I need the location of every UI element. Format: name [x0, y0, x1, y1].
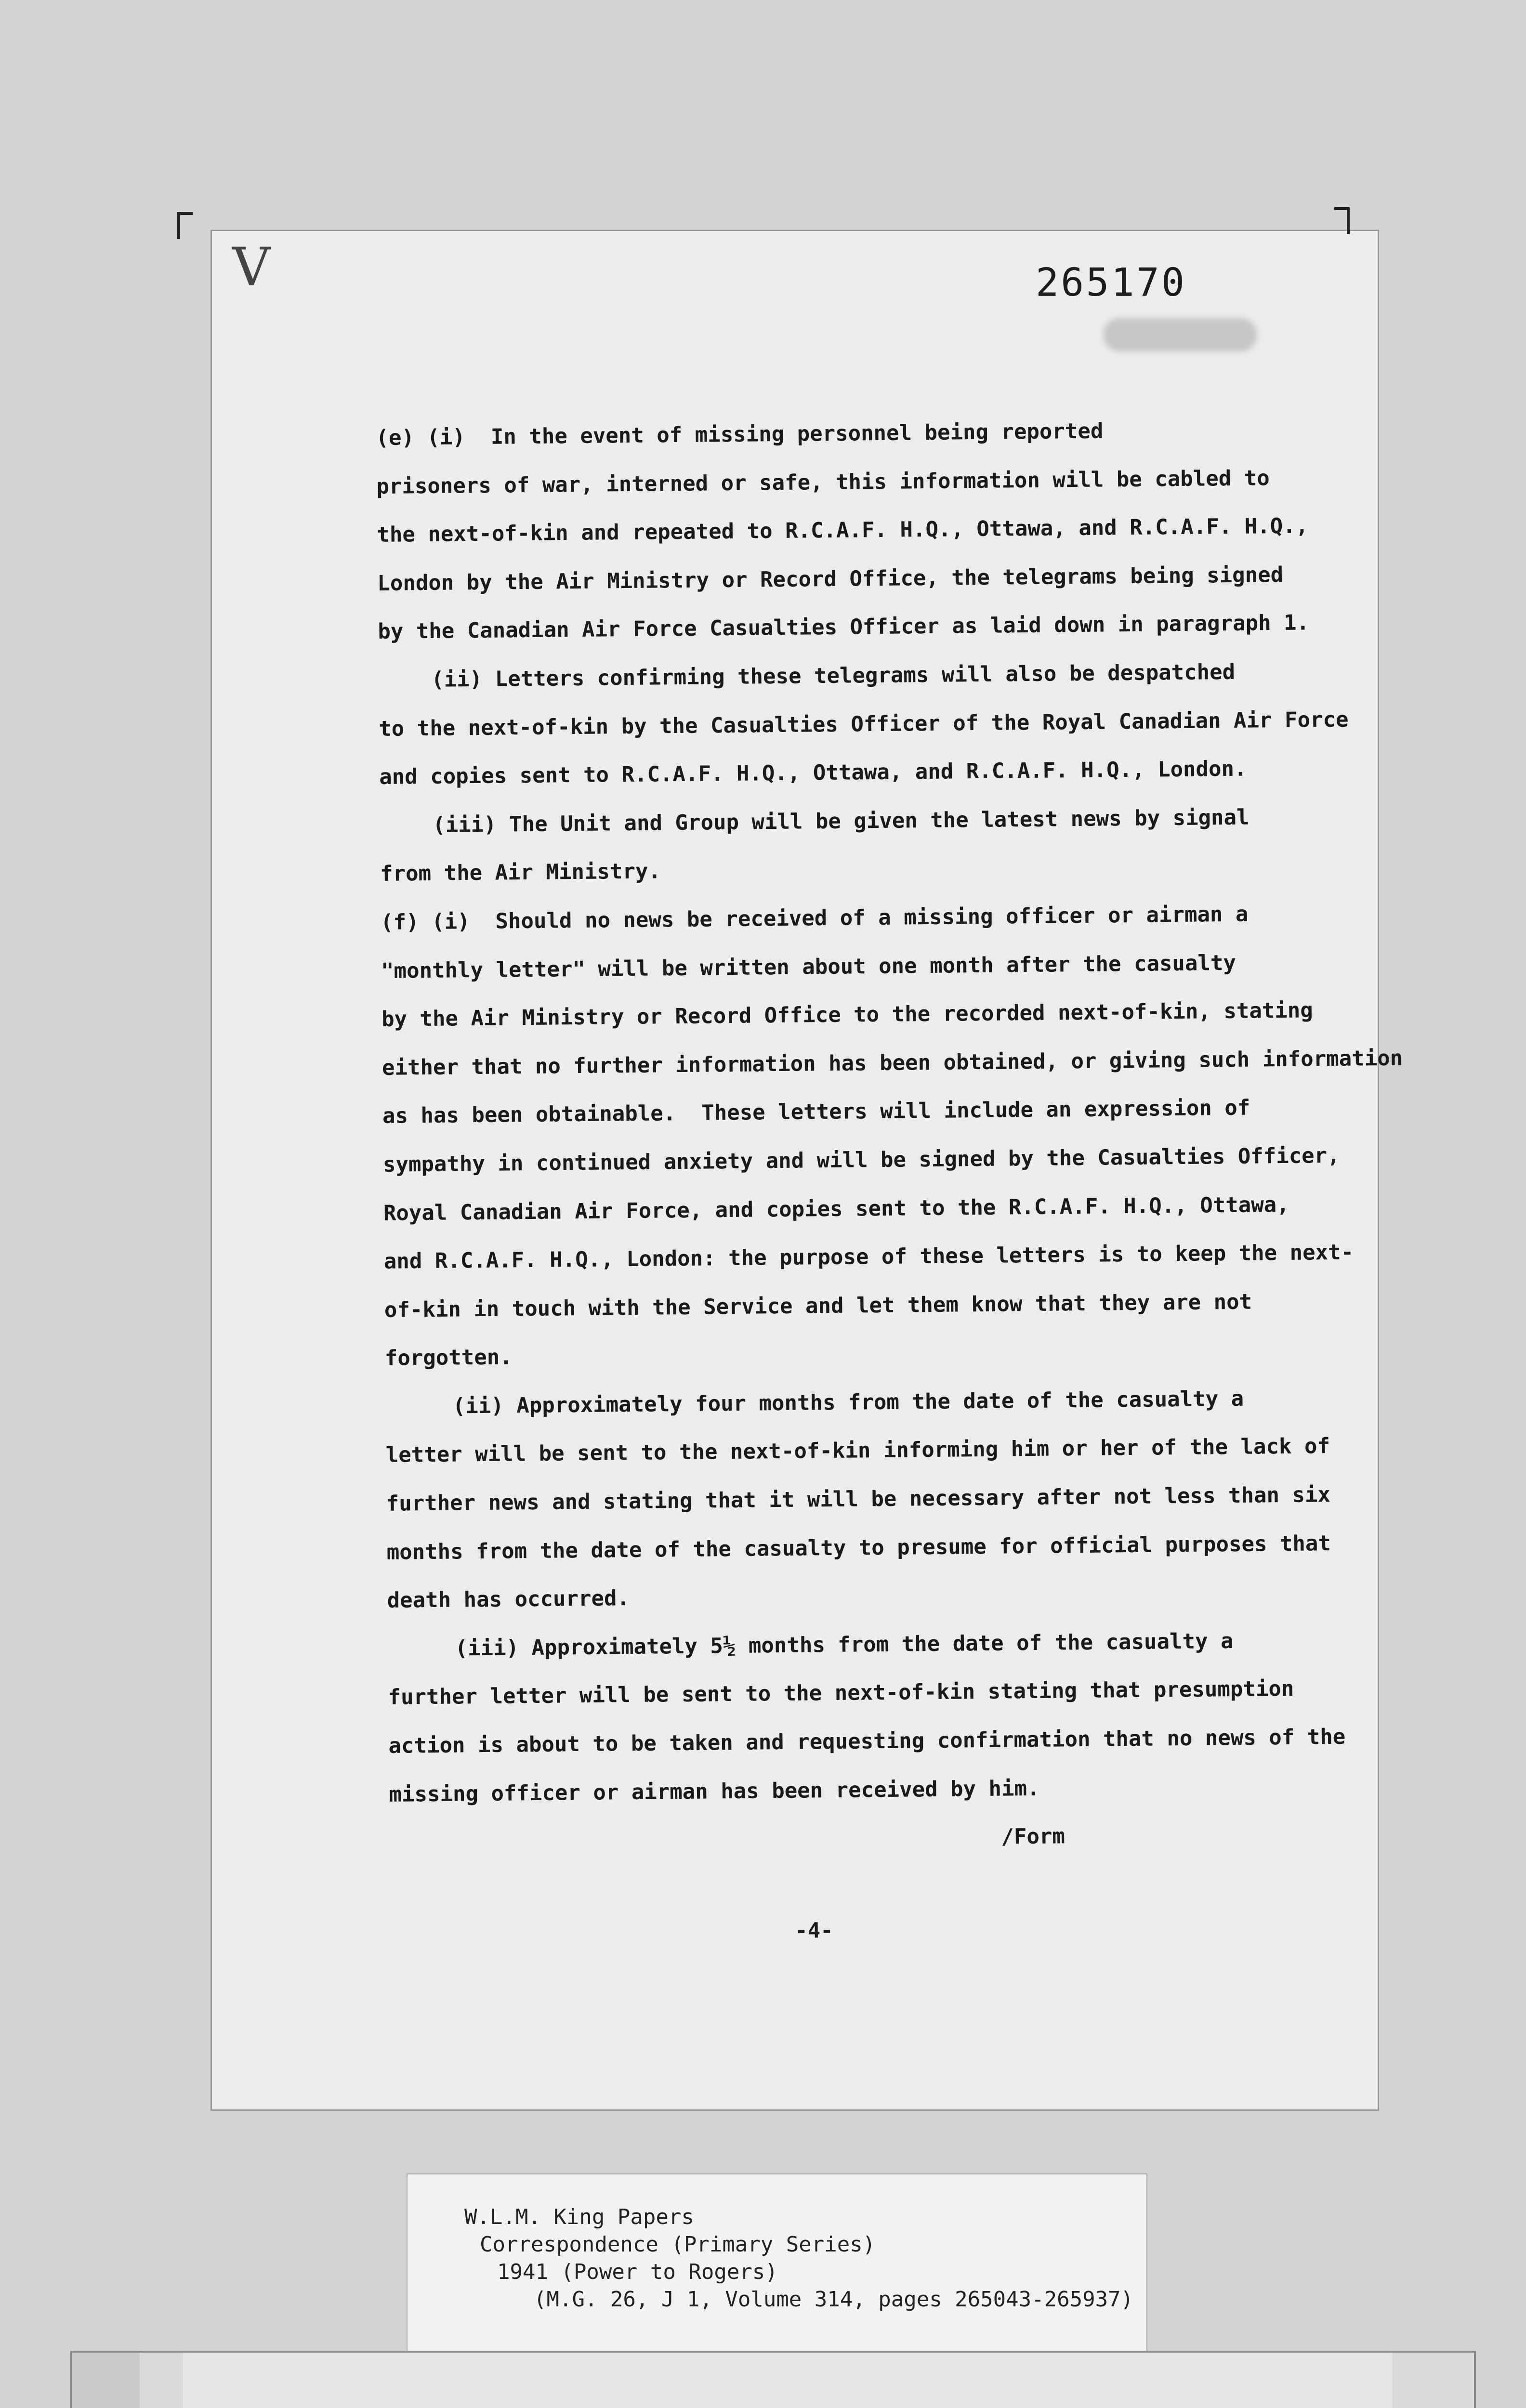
text-line: of-kin in touch with the Service and let them know that they are not — [384, 1289, 1252, 1322]
text-line: sympathy in continued anxiety and will be signed by the Casualties Officer, — [382, 1143, 1340, 1177]
text-line: further letter will be sent to the next-of-kin stating that presumption — [388, 1676, 1294, 1710]
archive-label-line: Correspondence (Primary Series) — [480, 2232, 876, 2257]
text-line: and copies sent to R.C.A.F. H.Q., Ottawa, and R.C.A.F. H.Q., London. — [379, 756, 1247, 790]
text-line: (ii) Approximately four months from the date of the casualty a — [452, 1386, 1244, 1419]
archive-label-line: 1941 (Power to Rogers) — [497, 2260, 778, 2284]
crop-mark-right — [1334, 207, 1350, 234]
ink-smudge — [1103, 318, 1257, 352]
page-number: -4- — [795, 1918, 833, 1943]
text-line: London by the Air Ministry or Record Office, the telegrams being signed — [377, 562, 1284, 596]
text-line: months from the date of the casualty to presume for official purposes that — [386, 1531, 1331, 1565]
text-line: by the Canadian Air Force Casualties Officer as laid down in paragraph 1. — [378, 610, 1310, 644]
catchword: /Form — [1001, 1824, 1066, 1849]
text-line: further news and stating that it will be necessary after not less than six — [386, 1482, 1331, 1516]
text-line: forgotten. — [384, 1345, 513, 1371]
archive-label-line: (M.G. 26, J 1, Volume 314, pages 265043-265937) — [534, 2287, 1134, 2312]
crop-mark-left — [177, 212, 193, 239]
text-line: letter will be sent to the next-of-kin informing him or her of the lack of — [385, 1434, 1330, 1468]
text-line: (iii) Approximately 5½ months from the date of the casualty a — [455, 1628, 1234, 1661]
text-line: to the next-of-kin by the Casualties Officer of the Royal Canadian Air Force — [379, 707, 1349, 741]
text-line: either that no further information has been obtained, or giving such information — [382, 1046, 1403, 1080]
tape-strip — [72, 2353, 140, 2408]
text-line: Royal Canadian Air Force, and copies sent to the R.C.A.F. H.Q., Ottawa, — [383, 1192, 1289, 1226]
text-line: (f) (i) Should no news be received of a missing officer or airman a — [380, 902, 1249, 935]
text-line: death has occurred. — [387, 1586, 630, 1613]
text-line: by the Air Ministry or Record Office to the recorded next-of-kin, stating — [381, 998, 1314, 1032]
text-line: (iii) The Unit and Group will be given the latest news by signal — [432, 805, 1250, 838]
text-line: missing officer or airman has been received by him. — [389, 1776, 1040, 1807]
margin-mark: V — [232, 236, 271, 298]
archives-banner — [72, 2353, 1474, 2408]
text-line: the next-of-kin and repeated to R.C.A.F. H.Q., Ottawa, and R.C.A.F. H.Q., — [377, 513, 1309, 548]
archive-label — [408, 2174, 1146, 2353]
archive-label-line: W.L.M. King Papers — [464, 2205, 694, 2229]
text-line: and R.C.A.F. H.Q., London: the purpose of these letters is to keep the next- — [383, 1240, 1354, 1274]
banner-card — [183, 2353, 1392, 2408]
text-line: action is about to be taken and requesting confirmation that no news of the — [388, 1724, 1346, 1758]
typed-body — [376, 405, 1403, 1959]
text-line: prisoners of war, interned or safe, this information will be cabled to — [376, 465, 1270, 499]
document-number: 265170 — [1036, 260, 1186, 305]
text-line: (ii) Letters confirming these telegrams will also be despatched — [431, 659, 1236, 692]
text-line: from the Air Ministry. — [380, 859, 661, 887]
text-line: "monthly letter" will be written about one month after the casualty — [381, 950, 1237, 983]
text-line: as has been obtainable. These letters will include an expression of — [382, 1095, 1250, 1129]
text-line: (e) (i) In the event of missing personnel being reported — [376, 419, 1104, 450]
